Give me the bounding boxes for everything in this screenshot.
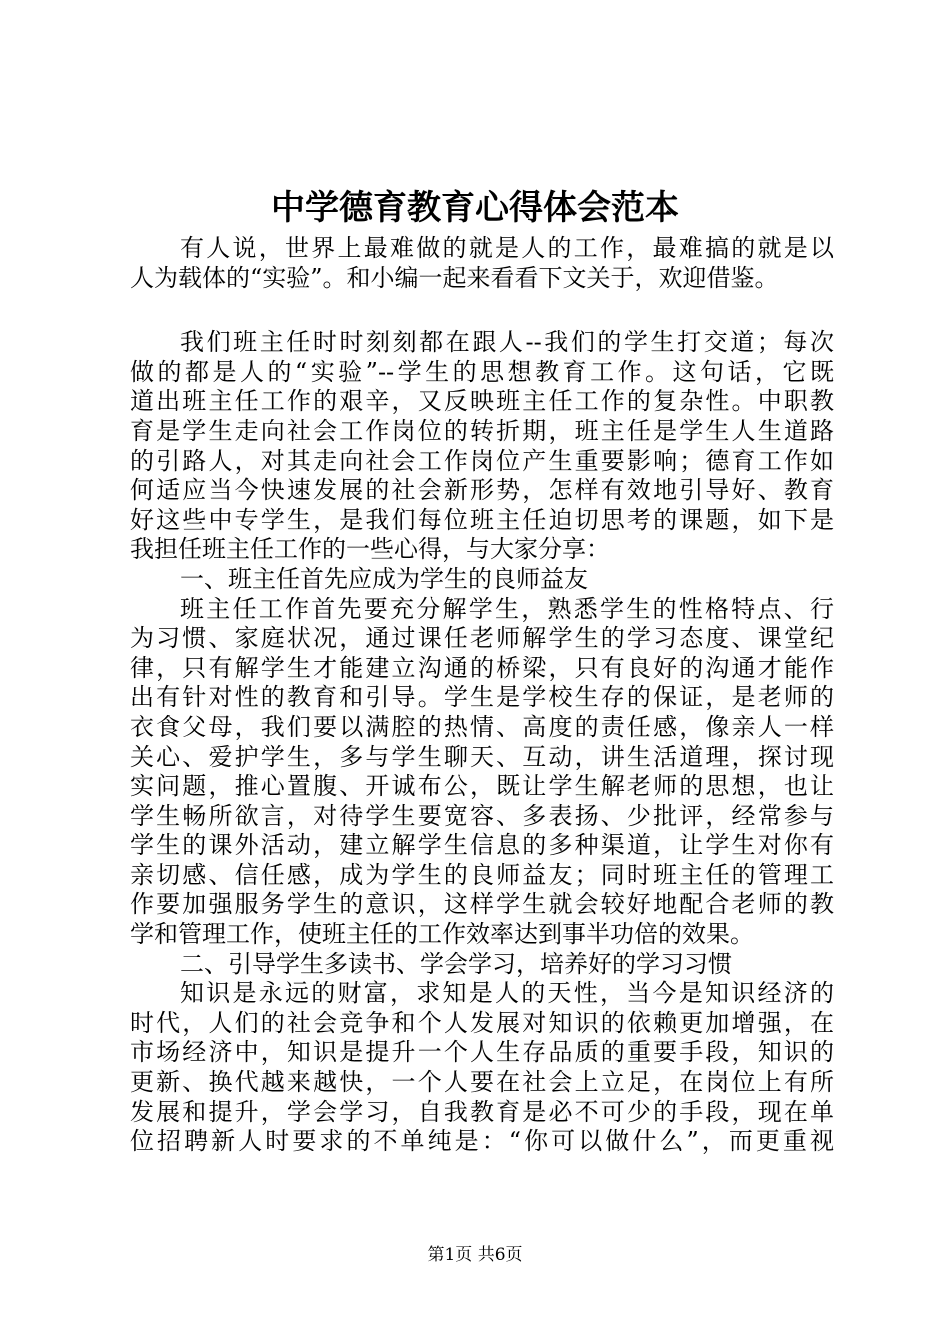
body-line: 有人说，世界上最难做的就是人的工作，最难搞的就是以 <box>180 234 834 262</box>
body-line: 位招聘新人时要求的不单纯是：“你可以做什么”，而更重视 <box>130 1127 834 1156</box>
document-title: 中学德育教育心得体会范本 <box>271 188 679 228</box>
body-line: 道出班主任工作的艰辛，又反映班主任工作的复杂性。中职教 <box>130 387 834 416</box>
body-line: 育是学生走向社会工作岗位的转折期，班主任是学生人生道路 <box>130 416 834 445</box>
blank-line <box>130 293 834 328</box>
body-line: 为习惯、家庭状况，通过课任老师解学生的学习态度、课堂纪 <box>130 624 834 653</box>
body-line: 学生的课外活动，建立解学生信息的多种渠道，让学生对你有 <box>130 831 834 860</box>
document-body <box>130 234 834 1157</box>
body-line: 好这些中专学生，是我们每位班主任迫切思考的课题，如下是 <box>130 505 834 534</box>
body-line: 何适应当今快速发展的社会新形势，怎样有效地引导好、教育 <box>130 476 834 505</box>
body-line: 关心、爱护学生，多与学生聊天、互动，讲生活道理，探讨现 <box>130 742 834 771</box>
section-heading: 二、引导学生多读书、学会学习，培养好的学习习惯 <box>180 949 732 978</box>
body-line: 班主任工作首先要充分解学生，熟悉学生的性格特点、行 <box>180 594 834 623</box>
body-line: 衣食父母，我们要以满腔的热情、高度的责任感，像亲人一样 <box>130 712 834 741</box>
body-line: 更新、换代越来越快，一个人要在社会上立足，在岗位上有所 <box>130 1068 834 1097</box>
body-line: 做的都是人的“实验”--学生的思想教育工作。这句话，它既 <box>130 357 834 386</box>
body-line: 知识是永远的财富，求知是人的天性，当今是知识经济的 <box>180 979 834 1008</box>
page-number: 第1页 共6页 <box>427 1245 523 1265</box>
body-line: 我们班主任时时刻刻都在跟人--我们的学生打交道；每次 <box>180 328 834 357</box>
body-line: 实问题，推心置腹、开诚布公，既让学生解老师的思想，也让 <box>130 772 834 801</box>
body-line: 发展和提升，学会学习，自我教育是必不可少的手段，现在单 <box>130 1097 834 1126</box>
body-line: 律，只有解学生才能建立沟通的桥梁，只有良好的沟通才能作 <box>130 653 834 682</box>
body-line: 作要加强服务学生的意识，这样学生就会较好地配合老师的教 <box>130 890 834 919</box>
body-line: 市场经济中，知识是提升一个人生存品质的重要手段，知识的 <box>130 1038 834 1067</box>
body-line: 我担任班主任工作的一些心得，与大家分享： <box>130 535 610 564</box>
body-line: 出有针对性的教育和引导。学生是学校生存的保证，是老师的 <box>130 683 834 712</box>
body-line: 学和管理工作，使班主任的工作效率达到事半功倍的效果。 <box>130 920 754 949</box>
body-line: 时代，人们的社会竞争和个人发展对知识的依赖更加增强，在 <box>130 1008 834 1037</box>
body-line: 亲切感、信任感，成为学生的良师益友；同时班主任的管理工 <box>130 860 834 889</box>
body-line: 学生畅所欲言，对待学生要宽容、多表扬、少批评，经常参与 <box>130 801 834 830</box>
section-heading: 一、班主任首先应成为学生的良师益友 <box>180 564 588 593</box>
body-line: 人为载体的“实验”。和小编一起来看看下文关于，欢迎借鉴。 <box>130 263 779 292</box>
body-line: 的引路人，对其走向社会工作岗位产生重要影响；德育工作如 <box>130 446 834 475</box>
